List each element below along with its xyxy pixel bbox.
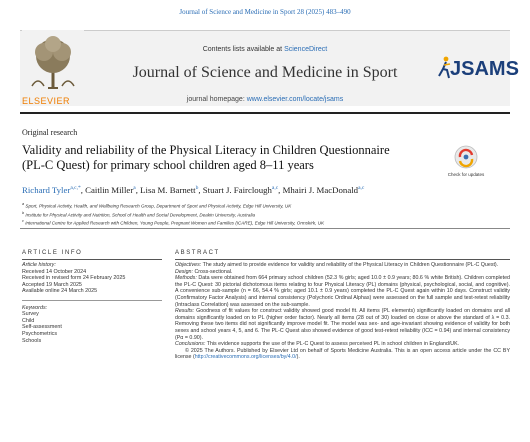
info-rule — [22, 259, 162, 260]
affiliation-a: $^a$ Sport, Physical Activity, Health, and Wellbeing Research Group, Department of Sport and Physical Activity, Edge Hill University, UK — [22, 202, 292, 209]
author-list: Richard Tyler$^{a,c,*}$, Caitlin Miller$^a$, Lisa M. Barnett$^b$, Stuart J. Fairclough$^{a,c}$, Mhairi J. MacDonald$^{a,c}$ — [22, 185, 365, 195]
sciencedirect-link[interactable]: ScienceDirect — [284, 46, 328, 53]
jsams-logo: JSAMS — [450, 58, 519, 80]
keywords-rule — [22, 300, 162, 301]
header-divider — [20, 112, 510, 114]
history-label: Article history: — [22, 262, 56, 268]
abstract-rule — [175, 259, 510, 260]
affiliation-c: $^c$ International Centre for Applied Research with Children, Young People, Pregnant Women and Families (iCARE), Edge Hill University, Ormskirk, UK — [22, 219, 325, 226]
author-2[interactable]: Caitlin Miller$^a$ — [85, 185, 136, 195]
keyword-item: Schools — [22, 337, 42, 344]
homepage-prefix: journal homepage: — [186, 96, 247, 103]
article-info — [22, 262, 162, 344]
history-online: Available online 24 March 2025 — [22, 288, 98, 295]
author-3[interactable]: Lisa M. Barnett$^b$ — [140, 185, 199, 195]
keyword-item: Child — [22, 317, 35, 324]
check-for-updates-label[interactable]: Check for updates — [447, 172, 485, 177]
affiliation-divider — [20, 228, 510, 229]
keyword-item: Psychometrics — [22, 330, 58, 337]
abstract-copyright: © 2025 The Authors. Published by Elsevier Ltd on behalf of Sports Medicine Australia. This is an open access article under the CC BY license (http://creativecommons.org/licenses/by/4.0/). — [175, 347, 510, 361]
author-5[interactable]: Mhairi J. MacDonald$^{a,c}$ — [282, 185, 365, 195]
history-accepted: Accepted 19 March 2025 — [22, 281, 82, 288]
homepage-link[interactable]: www.elsevier.com/locate/jsams — [246, 96, 344, 103]
affiliations — [22, 201, 502, 227]
keyword-item: Survey — [22, 311, 39, 318]
abstract-conclusions: Conclusions: This evidence supports the use of the PL-C Quest to assess perceived PL in school children in England/UK. — [175, 341, 460, 348]
journal-reference-link[interactable]: Journal of Science and Medicine in Sport 28 (2025) 483–490 — [179, 8, 351, 16]
abstract-heading: ABSTRACT — [175, 250, 220, 256]
history-received: Received 14 October 2024 — [22, 268, 87, 275]
keywords-label: Keywords: — [22, 304, 48, 311]
affiliation-b: $^b$ Institute for Physical Activity and Nutrition, School of Health and Social Development, Deakin University, Australia — [22, 210, 256, 218]
title-line-2: (PL-C Quest) for primary school children aged 8–11 years — [22, 158, 314, 172]
author-1[interactable]: Richard Tyler$^{a,c,*}$ — [22, 185, 81, 195]
abstract-body — [175, 262, 510, 361]
abstract-objectives: Objectives: The study aimed to provide evidence for validity and reliability of the Physical Literacy in Children Questionnaire (PL-C Quest). — [175, 262, 499, 268]
contents-line — [0, 46, 530, 53]
author-4[interactable]: Stuart J. Fairclough$^{a,c}$ — [202, 185, 279, 195]
abstract-methods: Methods: Data were obtained from 664 primary school children (52.3 % girls; aged 10.0 ± 0.9 years; 80.6 % white British). Children completed the PL-C Quest: 30 pictorial dichotomous items relating to four Physical Literacy (PL) domains (physical, psychological, social, and cognitive). A convenience sub-sample (n = 66, 54.4 % girls; aged 10.1 ± 0.9 years) completed the PL-C Quest again within 10 days. Construct validity (Confirmatory Factor Analysis) and internal consistency (Polychoric Ordinal Alphas) were assessed on the full sample and test-retest reliability (Intraclass Correlation) was assessed on the sub-sample. — [175, 275, 510, 308]
title-line-1: Validity and reliability of the Physical Literacy in Children Questionnaire — [22, 143, 390, 157]
contents-prefix: Contents lists available at — [202, 46, 285, 53]
license-link[interactable]: http://creativecommons.org/licenses/by/4.0/ — [194, 354, 297, 361]
article-info-heading: ARTICLE INFO — [22, 250, 83, 256]
journal-homepage-line — [0, 96, 530, 103]
abstract-results: Results: Goodness of fit values for construct validity showed good model fit. All items (PL elements) significantly loaded on domains and all domains significantly loaded on to PL (higher order factor). Nearly all items (28 out of 30) loaded on close or above the standard of λ = 0.3. Removing these two items did not significantly improve model fit. The model was sex- and age-invariant showing evidence of validity for both sexes and school years 4, 5, and 6. The PL-C Quest also showed evidence of good test-retest reliability (ICC = 0.94) and internal consistency (Pα = 0.90). — [175, 308, 510, 341]
journal-title: Journal of Science and Medicine in Sport — [132, 64, 398, 81]
article-type: Original research — [22, 128, 78, 137]
article-title — [22, 143, 442, 173]
elsevier-wordmark: ELSEVIER — [22, 96, 71, 106]
abstract-design: Design: Cross-sectional. — [175, 268, 233, 275]
keyword-item: Self-assessment — [22, 324, 62, 331]
history-revised: Received in revised form 24 February 2025 — [22, 275, 126, 282]
